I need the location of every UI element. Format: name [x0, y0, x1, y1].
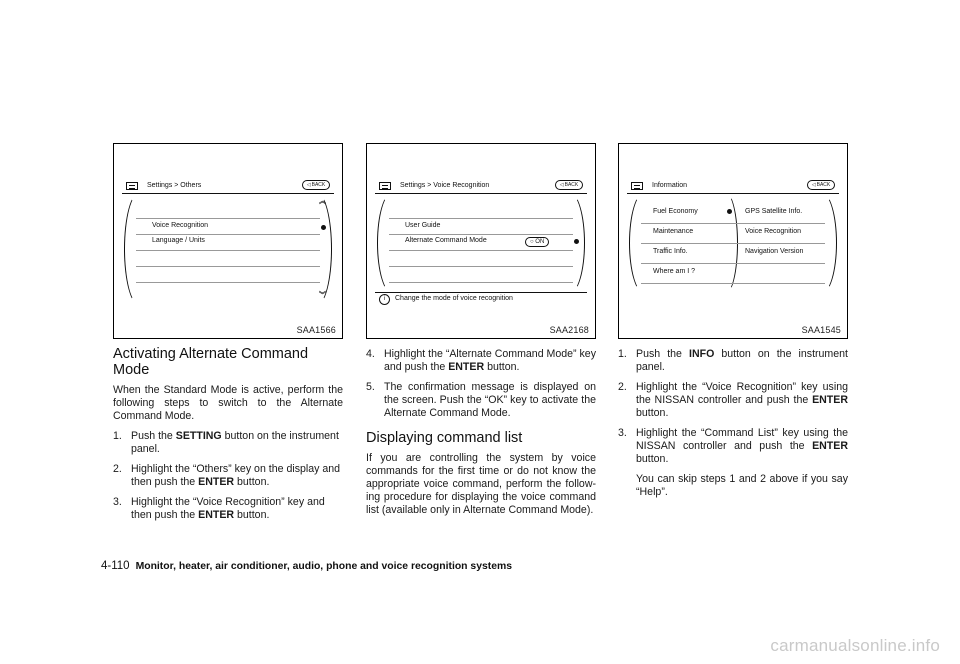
- toggle-on-indicator: ○ ON: [525, 237, 549, 247]
- menu-item-gps-satellite-info: GPS Satellite Info.: [745, 208, 803, 215]
- section-heading: Activating Alternate Command Mode: [113, 346, 309, 378]
- watermark-link[interactable]: carmanualsonline.info: [770, 636, 940, 655]
- settings-icon: [379, 182, 391, 190]
- screen-title: Settings > Others: [147, 182, 202, 189]
- scroll-up-icon: ︽: [319, 198, 326, 205]
- menu-item-voice-recognition: Voice Recognition: [152, 222, 209, 229]
- display-screen: [627, 178, 839, 308]
- figure-id: SAA1545: [801, 325, 841, 335]
- page-footer: [101, 560, 512, 572]
- left-arc-icon: [377, 192, 408, 294]
- chapter-title: Monitor, heater, air conditioner, audio, phone and voice recognition systems: [135, 561, 513, 572]
- menu-item-navigation-version: Navigation Version: [745, 248, 804, 255]
- step-item: 5. The confirmation message is displayed on the screen. Push the “OK” key to activate the Alternate Command Mode.: [366, 381, 596, 419]
- scroll-position-icon: [321, 225, 326, 230]
- step-item: 3. Highlight the “Voice Recognition” key and then push the ENTER button.: [113, 496, 325, 521]
- menu-item-user-guide: User Guide: [405, 222, 441, 229]
- step-item: 3. Highlight the “Command List” key using the NISSAN controller and push the ENTER button.: [618, 427, 848, 465]
- figure-id: SAA1566: [296, 325, 336, 335]
- section-heading: Displaying command list: [366, 430, 523, 446]
- note-paragraph: You can skip steps 1 and 2 above if you say “Help”.: [636, 473, 848, 498]
- back-button: ◁ BACK: [302, 180, 330, 190]
- screen-title: Settings > Voice Recognition: [400, 182, 490, 189]
- figure-settings-voice-recognition: [366, 143, 596, 339]
- scroll-position-icon: [574, 239, 579, 244]
- body-paragraph: If you are controlling the system by voice commands for the first time or do not know the appropriate voice command, perform the follow-ing procedure for displaying the voice command list (available only in Alternate Command Mode).: [366, 452, 596, 516]
- info-icon: i: [379, 294, 390, 305]
- menu-item-alternate-command-mode: Alternate Command Mode: [405, 237, 487, 244]
- page-number: 4-110: [101, 560, 130, 572]
- menu-item-language-units: Language / Units: [152, 237, 205, 244]
- right-arc-icon: [554, 192, 585, 294]
- left-arc-icon: [124, 192, 155, 306]
- figure-id: SAA2168: [549, 325, 589, 335]
- hint-text: Change the mode of voice recognition: [395, 295, 513, 302]
- step-item: 1. Push the INFO button on the instrument panel.: [618, 348, 848, 373]
- info-screen-icon: [631, 182, 643, 190]
- step-item: 2. Highlight the “Others” key on the display and then push the ENTER button.: [113, 463, 341, 488]
- back-button: ◁ BACK: [555, 180, 583, 190]
- right-arc-icon: [301, 192, 332, 306]
- menu-item-voice-recognition: Voice Recognition: [745, 228, 802, 235]
- display-screen: [375, 178, 587, 308]
- scroll-position-icon: [727, 209, 732, 214]
- settings-icon: [126, 182, 138, 190]
- column-1: [113, 143, 343, 522]
- step-item: 1. Push the SETTING button on the instrument panel.: [113, 430, 339, 455]
- figure-information: [618, 143, 848, 339]
- menu-item-maintenance: Maintenance: [653, 228, 694, 235]
- step-item: 2. Highlight the “Voice Recognition” key using the NISSAN controller and push the ENTER button.: [618, 381, 848, 419]
- menu-item-traffic-info: Traffic Info.: [653, 248, 688, 255]
- column-3: [618, 143, 848, 499]
- intro-paragraph: When the Standard Mode is active, perform the following steps to switch to the Alternate Command Mode.: [113, 384, 343, 422]
- menu-item-where-am-i: Where am I ?: [653, 268, 696, 275]
- column-2: [366, 143, 596, 517]
- menu-item-fuel-economy: Fuel Economy: [653, 208, 698, 215]
- scroll-down-icon: ︾: [319, 292, 326, 299]
- back-button: ◁ BACK: [807, 180, 835, 190]
- figure-settings-others: [113, 143, 343, 339]
- screen-title: Information: [652, 182, 688, 189]
- step-item: 4. Highlight the “Alternate Command Mode” key and push the ENTER button.: [366, 348, 596, 373]
- display-screen: [122, 178, 334, 308]
